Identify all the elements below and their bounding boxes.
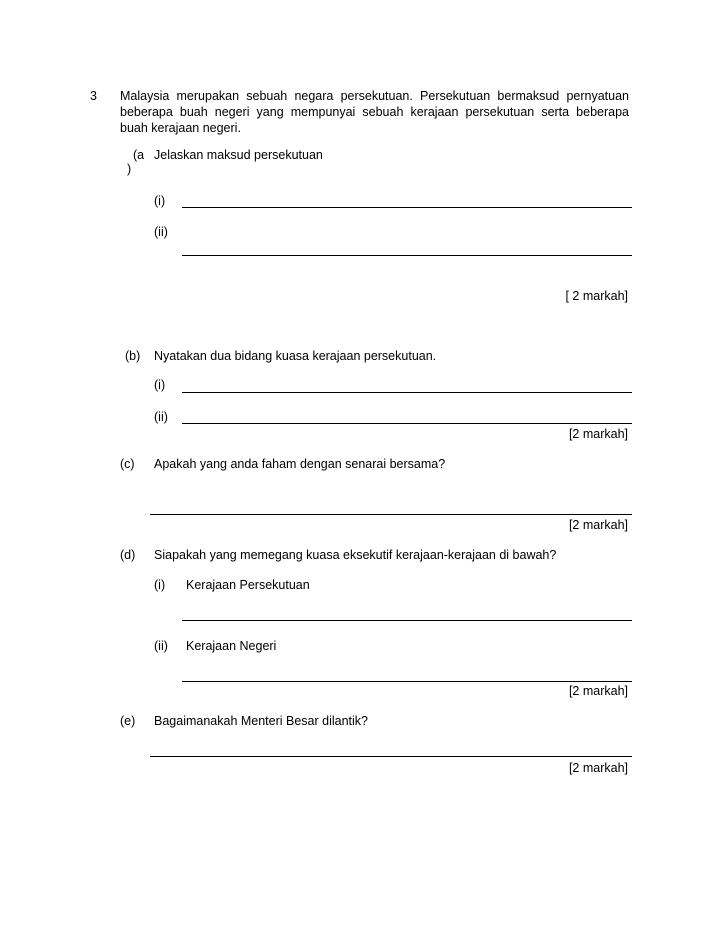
part-d-sub-ii-label: (ii) — [154, 639, 168, 653]
part-e-label: (e) — [120, 714, 136, 728]
part-a-label-bottom: ) — [127, 162, 132, 176]
part-b-answer-line-ii[interactable] — [182, 423, 632, 424]
part-e-question: Bagaimanakah Menteri Besar dilantik? — [154, 714, 369, 728]
part-a-sub-ii-label: (ii) — [154, 225, 168, 239]
part-b-sub-ii-label: (ii) — [154, 410, 168, 424]
part-c-marks: [2 markah] — [568, 518, 628, 532]
part-c-label: (c) — [120, 457, 135, 471]
part-d-marks: [2 markah] — [568, 684, 628, 698]
intro-line-2: beberapa buah negeri yang mempunyai sebuah kerajaan persekutuan serta beberapa — [120, 105, 629, 119]
intro-line-3: buah kerajaan negeri. — [120, 121, 241, 135]
part-a-marks: [ 2 markah] — [565, 289, 628, 303]
part-b-answer-line-i[interactable] — [182, 392, 632, 393]
question-number: 3 — [90, 89, 97, 103]
part-e-marks: [2 markah] — [568, 761, 628, 775]
part-b-label: (b) — [125, 349, 141, 363]
part-a-sub-i-label: (i) — [154, 194, 166, 208]
part-d-sub-i-label: (i) — [154, 578, 166, 592]
part-d-sub-ii-text: Kerajaan Negeri — [186, 639, 277, 653]
part-d-answer-line-ii[interactable] — [182, 681, 632, 682]
intro-line-1: Malaysia merupakan sebuah negara persekutuan. Persekutuan bermaksud pernyatuan — [120, 89, 629, 103]
part-c-question: Apakah yang anda faham dengan senarai bersama? — [154, 457, 446, 471]
part-d-label: (d) — [120, 548, 136, 562]
part-c-answer-line[interactable] — [150, 514, 632, 515]
part-a-question: Jelaskan maksud persekutuan — [154, 148, 323, 162]
part-b-question: Nyatakan dua bidang kuasa kerajaan persekutuan. — [154, 349, 437, 363]
part-d-sub-i-text: Kerajaan Persekutuan — [186, 578, 310, 592]
part-e-answer-line[interactable] — [150, 756, 632, 757]
part-a-label-top: (a — [133, 148, 145, 162]
part-a-answer-line-ii[interactable] — [182, 255, 632, 256]
part-d-question: Siapakah yang memegang kuasa eksekutif kerajaan-kerajaan di bawah? — [154, 548, 557, 562]
part-b-marks: [2 markah] — [568, 427, 628, 441]
part-b-sub-i-label: (i) — [154, 378, 166, 392]
part-a-answer-line-i[interactable] — [182, 207, 632, 208]
part-d-answer-line-i[interactable] — [182, 620, 632, 621]
